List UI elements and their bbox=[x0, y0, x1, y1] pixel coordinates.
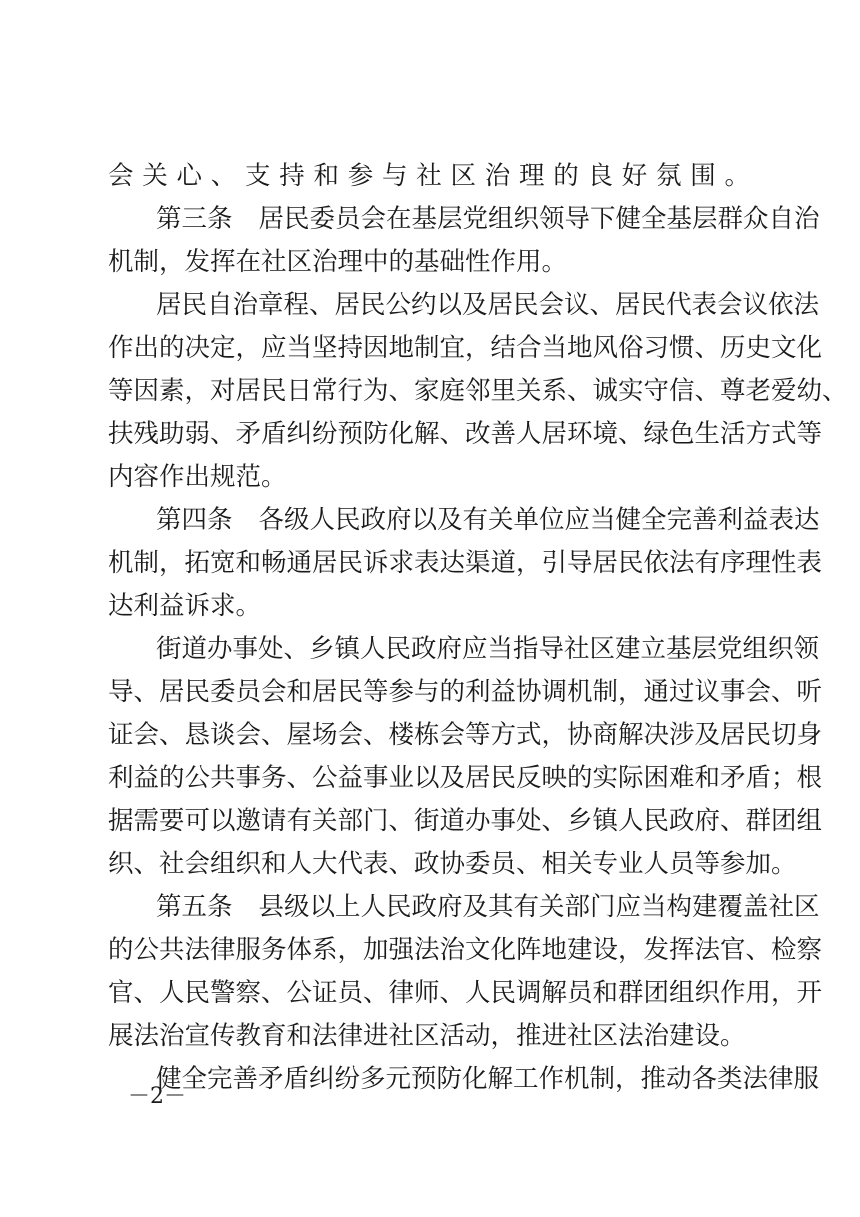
text-line: 机制，拓宽和畅通居民诉求表达渠道，引导居民依法有序理性表 bbox=[108, 548, 823, 578]
page-number: －2－ bbox=[128, 1084, 186, 1109]
text-line: 导、居民委员会和居民等参与的利益协调机制，通过议事会、听 bbox=[108, 677, 823, 707]
text-line: 机制，发挥在社区治理中的基础性作用。 bbox=[108, 247, 568, 277]
text-line: 扶残助弱、矛盾纠纷预防化解、改善人居环境、绿色生活方式等 bbox=[108, 419, 823, 449]
article-text: 县级以上人民政府及其有关部门应当构建覆盖社区 bbox=[258, 892, 820, 922]
text-line: 会关心、支持和参与社区治理的良好氛围。 bbox=[108, 161, 750, 191]
text-line: 街道办事处、乡镇人民政府应当指导社区建立基层党组织领 bbox=[156, 634, 820, 664]
text-line: 织、社会组织和人大代表、政协委员、相关专业人员等参加。 bbox=[108, 849, 797, 879]
text-line: 据需要可以邀请有关部门、街道办事处、乡镇人民政府、群团组 bbox=[108, 806, 823, 836]
article-text: 各级人民政府以及有关单位应当健全完善利益表达 bbox=[258, 505, 820, 535]
text-line: 证会、恳谈会、屋场会、楼栋会等方式，协商解决涉及居民切身 bbox=[108, 720, 823, 750]
article-heading: 第五条 bbox=[156, 892, 233, 922]
text-line: 利益的公共事务、公益事业以及居民反映的实际困难和矛盾；根 bbox=[108, 763, 823, 793]
text-line: 健全完善矛盾纠纷多元预防化解工作机制，推动各类法律服 bbox=[156, 1064, 820, 1094]
article-heading: 第四条 bbox=[156, 505, 233, 535]
article-heading: 第三条 bbox=[156, 204, 233, 234]
text-line: 的公共法律服务体系，加强法治文化阵地建设，发挥法官、检察 bbox=[108, 935, 823, 965]
text-line: 达利益诉求。 bbox=[108, 591, 262, 621]
text-line: 官、人民警察、公证员、律师、人民调解员和群团组织作用，开 bbox=[108, 978, 823, 1008]
text-line: 等因素，对居民日常行为、家庭邻里关系、诚实守信、尊老爱幼、 bbox=[108, 376, 848, 406]
text-line: 居民自治章程、居民公约以及居民会议、居民代表会议依法 bbox=[156, 290, 820, 320]
text-line: 内容作出规范。 bbox=[108, 462, 287, 492]
text-line: 展法治宣传教育和法律进社区活动，推进社区法治建设。 bbox=[108, 1021, 746, 1051]
text-line: 作出的决定，应当坚持因地制宜，结合当地风俗习惯、历史文化 bbox=[108, 333, 823, 363]
article-text: 居民委员会在基层党组织领导下健全基层群众自治 bbox=[258, 204, 820, 234]
